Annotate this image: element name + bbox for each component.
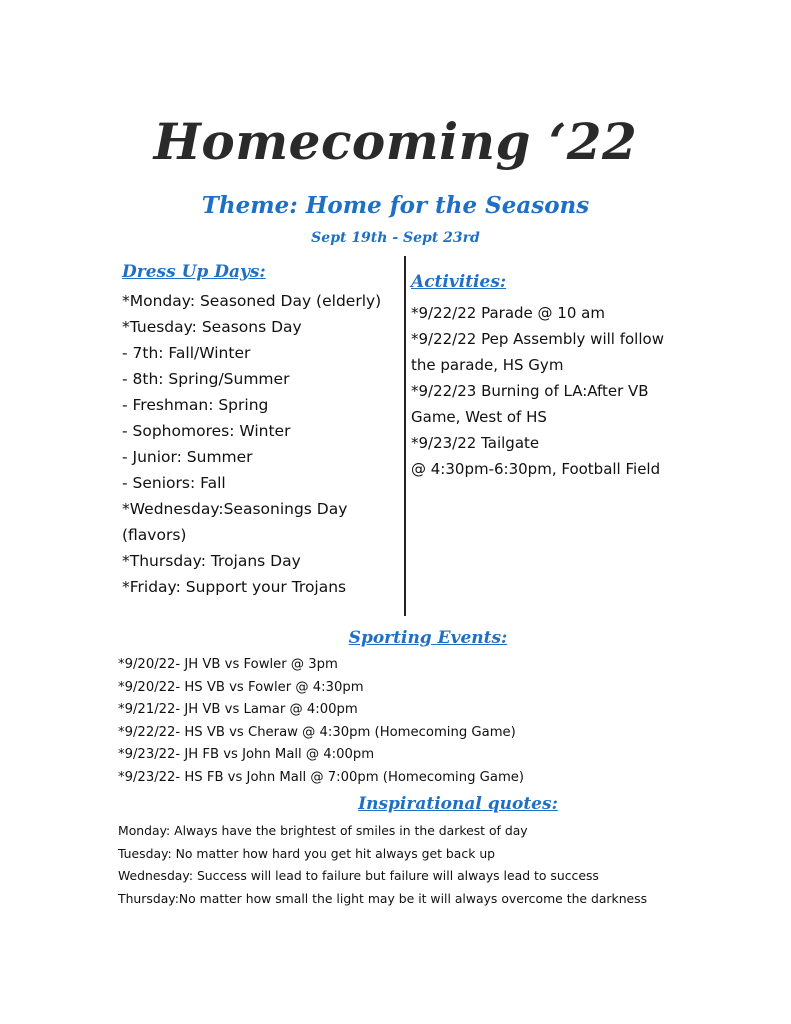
sporting-event-item: *9/20/22- HS VB vs Fowler @ 4:30pm	[118, 679, 364, 695]
activity-item: *9/23/22 Tailgate	[411, 434, 540, 452]
activities-heading: Activities:	[411, 272, 507, 292]
dress-up-item: - Junior: Summer	[122, 448, 253, 466]
activity-item: @ 4:30pm-6:30pm, Football Field	[411, 460, 661, 478]
sporting-event-item: *9/21/22- JH VB vs Lamar @ 4:00pm	[118, 702, 358, 717]
dress-up-item: *Wednesday:Seasonings Day (flavors)	[122, 500, 348, 544]
quote-item: Thursday:No matter how small the light may be it will always overcome the darkness	[118, 890, 648, 906]
quote-item: Wednesday: Success will lead to failure but failure will always lead to success	[118, 868, 599, 883]
dress-up-days-heading: Dress Up Days:	[122, 262, 266, 282]
dress-up-item: - 8th: Spring/Summer	[122, 370, 290, 388]
dress-up-item: - Seniors: Fall	[122, 474, 226, 492]
sporting-event-item: *9/22/22- HS VB vs Cheraw @ 4:30pm (Homecoming Game)	[118, 724, 516, 740]
dress-up-item: *Friday: Support your Trojans	[122, 578, 347, 596]
activities-section	[411, 272, 691, 482]
column-divider	[404, 256, 406, 616]
dress-up-item: - 7th: Fall/Winter	[122, 344, 251, 362]
page-title: Homecoming ‘22	[153, 112, 638, 171]
dress-up-item: *Thursday: Trojans Day	[122, 552, 301, 570]
dress-up-item: - Freshman: Spring	[122, 396, 269, 414]
date-range: Sept 19th - Sept 23rd	[311, 230, 480, 246]
sporting-events-section	[118, 628, 718, 789]
dress-up-item: *Tuesday: Seasons Day	[122, 318, 302, 336]
activity-item: *9/22/22 Parade @ 10 am	[411, 304, 605, 322]
sporting-event-item: *9/23/22- JH FB vs John Mall @ 4:00pm	[118, 747, 375, 762]
inspirational-quotes-section	[118, 794, 758, 910]
dress-up-item: *Monday: Seasoned Day (elderly)	[122, 292, 382, 310]
quote-item: Monday: Always have the brightest of smiles in the darkest of day	[118, 823, 528, 838]
dress-up-days-section	[122, 262, 397, 600]
sporting-event-item: *9/20/22- JH VB vs Fowler @ 3pm	[118, 657, 338, 672]
activity-item: *9/22/22 Pep Assembly will follow the parade, HS Gym	[411, 330, 664, 374]
theme-heading: Theme: Home for the Seasons	[201, 192, 590, 219]
sporting-event-item: *9/23/22- HS FB vs John Mall @ 7:00pm (Homecoming Game)	[118, 769, 525, 785]
activity-item: *9/22/23 Burning of LA:After VB Game, West of HS	[411, 382, 649, 426]
inspirational-quotes-heading: Inspirational quotes:	[358, 794, 558, 814]
quote-item: Tuesday: No matter how hard you get hit always get back up	[118, 845, 496, 861]
dress-up-item: - Sophomores: Winter	[122, 422, 291, 440]
sporting-events-heading: Sporting Events:	[348, 628, 508, 648]
